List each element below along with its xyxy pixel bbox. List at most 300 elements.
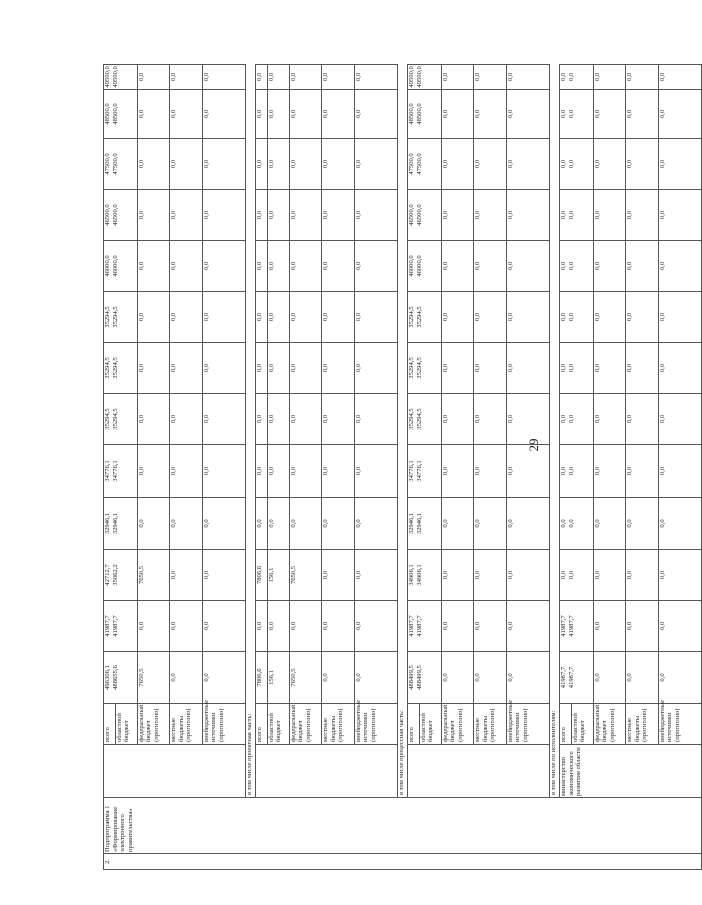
funding-source: всего [560, 704, 572, 745]
value-line: 0,0 [506, 673, 514, 682]
executor-blank [256, 745, 398, 798]
value-line: 0,0 [474, 466, 481, 476]
funding-source: местные бюджеты (прогнозно) [626, 704, 659, 745]
value-cell [322, 498, 355, 550]
value-cell [289, 64, 322, 89]
value-line: 0,0 [256, 621, 263, 631]
value-line: 0,0 [170, 519, 177, 528]
value-line: 0,0 [593, 466, 601, 476]
value-cell [267, 445, 289, 498]
value-line: 0,0 [560, 312, 567, 322]
value-line: 7650,5 [137, 565, 145, 585]
value-line: 0,0 [474, 210, 481, 220]
value-line: 0,0 [560, 159, 567, 169]
value-line: 0,0 [354, 312, 362, 322]
value-line: 0,0 [441, 621, 449, 631]
value-line: 0,0 [506, 519, 514, 528]
value-cell [441, 445, 474, 498]
value-line: 0,0 [593, 261, 601, 271]
value-cell [658, 90, 701, 139]
value-cell [104, 550, 138, 601]
value-line: 0,0 [170, 673, 177, 682]
funding-source: федеральный бюджет (прогнозно) [441, 704, 474, 745]
value-line: 0,0 [322, 466, 329, 476]
funding-source: всего [408, 704, 420, 745]
value-line: 47500,0 [415, 153, 423, 175]
funding-source: всего [104, 704, 116, 745]
value-line: 0,0 [441, 519, 449, 528]
value-line: 35294,5 [408, 357, 415, 379]
value-line: 0,0 [593, 621, 601, 631]
value-line: 0,0 [354, 363, 362, 373]
value-cell [267, 394, 289, 445]
value-line: 35294,5 [104, 306, 111, 328]
value-cell [441, 292, 474, 343]
value-line: 0,0 [202, 261, 210, 271]
value-cell [354, 498, 397, 550]
value-line: 0,0 [137, 72, 145, 81]
value-cell [170, 190, 203, 241]
section-header-row [245, 39, 256, 870]
value-line: 0,0 [322, 261, 329, 271]
value-line: 0,0 [267, 466, 275, 476]
value-cell [137, 343, 170, 394]
value-line: 0,0 [137, 621, 145, 631]
funding-source: всего [256, 704, 268, 745]
value-cell [408, 343, 442, 394]
value-cell [408, 601, 442, 652]
value-line: 35062,2 [111, 564, 119, 586]
value-line: 0,0 [474, 72, 481, 81]
value-line: 46000,0 [104, 255, 111, 277]
value-line: 35294,5 [111, 357, 119, 379]
value-cell [170, 394, 203, 445]
value-line: 0,0 [560, 261, 567, 271]
value-line: 0,0 [474, 570, 481, 580]
value-cell [202, 343, 245, 394]
value-cell [289, 241, 322, 292]
value-cell [137, 498, 170, 550]
value-line: 0,0 [354, 519, 362, 528]
value-cell [560, 445, 594, 498]
value-cell [322, 550, 355, 601]
value-cell [593, 90, 626, 139]
value-line: 0,0 [441, 72, 449, 81]
value-cell [441, 550, 474, 601]
value-line: 0,0 [256, 312, 263, 322]
value-cell [137, 90, 170, 139]
value-line: 0,0 [506, 109, 514, 119]
funding-source: федеральный бюджет (прогнозно) [593, 704, 626, 745]
value-cell [289, 343, 322, 394]
value-cell [267, 343, 289, 394]
value-cell [256, 343, 268, 394]
value-line: 35294,5 [111, 408, 119, 430]
value-cell [354, 343, 397, 394]
value-line: 0,0 [202, 466, 210, 476]
value-line: 48500,0 [104, 103, 111, 125]
value-cell [626, 64, 659, 89]
value-line: 0,0 [506, 466, 514, 476]
section-header: в том числе процессная часть: [397, 90, 408, 798]
value-line: 0,0 [322, 159, 329, 169]
value-line: 0,0 [474, 673, 481, 682]
value-cell [137, 139, 170, 190]
value-line: 0,0 [441, 414, 449, 424]
value-cell [256, 498, 268, 550]
value-cell [104, 343, 138, 394]
value-line: 0,0 [593, 673, 601, 682]
value-line: 47500,0 [111, 153, 119, 175]
table-row [256, 39, 268, 870]
value-cell [441, 64, 474, 89]
value-line: 0,0 [567, 466, 575, 476]
value-cell [202, 498, 245, 550]
funding-source: внебюджетные источники (прогнозно) [354, 704, 397, 745]
value-cell [474, 498, 507, 550]
value-cell [560, 343, 594, 394]
value-cell [289, 190, 322, 241]
value-cell [202, 190, 245, 241]
value-cell [441, 498, 474, 550]
value-cell [137, 601, 170, 652]
value-cell [408, 550, 442, 601]
value-line: 41987,7 [560, 615, 567, 637]
value-line: 46500,0 [408, 204, 415, 226]
value-line: 0,0 [560, 466, 567, 476]
value-cell [104, 652, 138, 704]
value-cell [474, 139, 507, 190]
value-cell [593, 550, 626, 601]
value-cell [202, 241, 245, 292]
value-line: 41987,7 [567, 666, 575, 689]
value-cell [354, 241, 397, 292]
value-line: 0,0 [658, 109, 666, 119]
value-cell [256, 550, 268, 601]
value-line: 0,0 [506, 312, 514, 322]
value-line: 0,0 [322, 673, 329, 682]
value-cell [170, 445, 203, 498]
value-line: 34776,1 [104, 460, 111, 482]
value-line: 46500,0 [415, 204, 423, 226]
value-line: 0,0 [560, 363, 567, 373]
value-line: 0,0 [256, 466, 263, 476]
value-cell [267, 190, 289, 241]
value-cell [626, 550, 659, 601]
value-line: 0,0 [560, 414, 567, 424]
value-line: 0,0 [354, 210, 362, 220]
value-line: 41987,7 [408, 615, 415, 637]
value-cell [354, 601, 397, 652]
value-line: 0,0 [289, 466, 297, 476]
value-line: 488499,5 [415, 665, 423, 690]
value-cell [626, 90, 659, 139]
value-line: 0,0 [658, 519, 666, 528]
value-cell [441, 190, 474, 241]
value-line: 0,0 [256, 159, 263, 169]
value-cell [474, 241, 507, 292]
value-line: 7806,6 [256, 565, 263, 585]
value-line: 41987,7 [111, 615, 119, 637]
value-line: 0,0 [202, 210, 210, 220]
value-cell [593, 445, 626, 498]
value-line: 0,0 [289, 159, 297, 169]
value-cell [256, 64, 268, 89]
value-line: 41987,7 [567, 615, 575, 637]
value-line: 0,0 [256, 109, 263, 119]
value-cell [560, 394, 594, 445]
value-cell [202, 394, 245, 445]
value-cell [658, 241, 701, 292]
value-line: 488499,5 [408, 665, 415, 690]
value-cell [256, 394, 268, 445]
value-line: 34906,1 [408, 564, 415, 586]
value-line: 0,0 [593, 519, 601, 528]
value-line: 0,0 [202, 621, 210, 631]
value-line: 32946,1 [415, 512, 423, 535]
value-cell [474, 394, 507, 445]
value-cell [658, 190, 701, 241]
value-cell [593, 498, 626, 550]
value-cell [256, 139, 268, 190]
value-line: 0,0 [354, 261, 362, 271]
value-line: 0,0 [322, 519, 329, 528]
value-line: 46500,0 [104, 204, 111, 226]
value-line: 0,0 [593, 210, 601, 220]
value-cell [408, 139, 442, 190]
value-line: 7650,5 [289, 668, 297, 687]
value-cell [170, 652, 203, 704]
value-cell [267, 241, 289, 292]
value-cell [506, 394, 549, 445]
funding-source: местные бюджеты (прогнозно) [474, 704, 507, 745]
value-line: 0,0 [474, 312, 481, 322]
value-cell [506, 64, 549, 89]
value-line: 46000,0 [111, 255, 119, 277]
value-line: 0,0 [170, 466, 177, 476]
value-line: 35294,5 [104, 357, 111, 379]
value-line: 0,0 [354, 673, 362, 682]
value-cell [593, 64, 626, 89]
value-line: 35294,5 [408, 408, 415, 430]
value-line: 49500,0 [408, 66, 415, 88]
funding-source: областной бюджет [115, 704, 137, 745]
value-line: 0,0 [567, 72, 575, 81]
funding-source: федеральный бюджет (прогнозно) [137, 704, 170, 745]
value-cell [202, 601, 245, 652]
value-line: 0,0 [567, 312, 575, 322]
value-cell [626, 139, 659, 190]
value-cell [408, 241, 442, 292]
value-line: 41987,7 [104, 615, 111, 637]
value-cell [322, 241, 355, 292]
value-line: 0,0 [202, 570, 210, 580]
section-header-row [397, 39, 408, 870]
value-cell [593, 343, 626, 394]
value-cell [104, 445, 138, 498]
value-cell [441, 139, 474, 190]
value-cell [593, 241, 626, 292]
value-line: 0,0 [560, 210, 567, 220]
value-cell [626, 394, 659, 445]
value-cell [626, 445, 659, 498]
value-line: 0,0 [567, 363, 575, 373]
value-line: 0,0 [626, 261, 633, 271]
value-cell [137, 190, 170, 241]
value-line: 0,0 [658, 414, 666, 424]
value-line: 34776,1 [408, 460, 415, 482]
value-cell [289, 550, 322, 601]
value-cell [267, 652, 289, 704]
value-cell [354, 90, 397, 139]
value-cell [408, 190, 442, 241]
value-line: 0,0 [626, 466, 633, 476]
value-cell [322, 343, 355, 394]
value-cell [170, 292, 203, 343]
value-line: 0,0 [658, 72, 666, 81]
value-cell [506, 343, 549, 394]
value-line: 0,0 [289, 519, 297, 528]
value-line: 0,0 [322, 72, 329, 81]
funding-source: местные бюджеты (прогнозно) [170, 704, 203, 745]
value-cell [626, 601, 659, 652]
value-cell [170, 139, 203, 190]
value-cell [322, 64, 355, 89]
value-cell [593, 394, 626, 445]
value-line: 156,1 [267, 670, 275, 685]
value-cell [658, 498, 701, 550]
value-line: 0,0 [506, 72, 514, 81]
value-line: 0,0 [289, 210, 297, 220]
funding-source: внебюджетные источники (прогнозно) [506, 704, 549, 745]
value-line: 35294,5 [415, 306, 423, 328]
value-cell [560, 64, 594, 89]
value-cell [322, 90, 355, 139]
value-line: 0,0 [137, 363, 145, 373]
value-line: 0,0 [506, 570, 514, 580]
value-cell [322, 445, 355, 498]
value-line: 0,0 [354, 109, 362, 119]
value-line: 0,0 [567, 210, 575, 220]
value-cell [593, 292, 626, 343]
value-line: 0,0 [267, 312, 275, 322]
value-cell [354, 139, 397, 190]
value-line: 0,0 [506, 210, 514, 220]
value-cell [474, 343, 507, 394]
funding-source: областной бюджет [419, 704, 441, 745]
value-line: 0,0 [593, 159, 601, 169]
value-line: 0,0 [658, 363, 666, 373]
value-line: 0,0 [322, 210, 329, 220]
value-cell [593, 652, 626, 704]
value-cell [289, 498, 322, 550]
value-cell [474, 601, 507, 652]
value-cell [289, 601, 322, 652]
value-line: 0,0 [506, 621, 514, 631]
value-cell [202, 64, 245, 89]
value-cell [506, 652, 549, 704]
value-cell [202, 90, 245, 139]
value-line: 0,0 [474, 363, 481, 373]
value-cell [658, 292, 701, 343]
value-line: 0,0 [593, 72, 601, 81]
value-cell [267, 550, 289, 601]
value-line: 49500,0 [104, 66, 111, 88]
value-cell [441, 394, 474, 445]
value-line: 156,1 [267, 567, 275, 583]
value-line: 0,0 [170, 570, 177, 580]
value-line: 0,0 [267, 109, 275, 119]
value-line: 0,0 [289, 363, 297, 373]
value-line: 0,0 [658, 570, 666, 580]
rotated-table-page [103, 39, 681, 870]
value-cell [506, 241, 549, 292]
funding-source: областной бюджет [267, 704, 289, 745]
value-line: 0,0 [626, 570, 633, 580]
value-cell [560, 652, 594, 704]
value-line: 0,0 [560, 570, 567, 580]
value-cell [267, 64, 289, 89]
value-cell [256, 652, 268, 704]
value-line: 0,0 [256, 414, 263, 424]
value-line: 0,0 [289, 414, 297, 424]
value-line: 47500,0 [408, 153, 415, 175]
value-cell [506, 601, 549, 652]
funding-source: внебюджетные источники (прогнозно) [658, 704, 701, 745]
value-cell [658, 139, 701, 190]
value-cell [289, 139, 322, 190]
value-cell [408, 445, 442, 498]
value-line: 0,0 [658, 673, 666, 682]
value-line: 0,0 [322, 312, 329, 322]
section-header: в том числе проектная часть: [245, 90, 256, 798]
value-cell [289, 394, 322, 445]
value-line: 7806,6 [256, 668, 263, 687]
executor-name: министерство экономического развития области [560, 745, 702, 798]
value-cell [354, 292, 397, 343]
value-cell [256, 445, 268, 498]
value-cell [104, 394, 138, 445]
value-line: 0,0 [354, 466, 362, 476]
row-number: 2. [104, 854, 702, 870]
section-header-row [549, 39, 560, 870]
value-line: 0,0 [593, 363, 601, 373]
value-line: 0,0 [593, 414, 601, 424]
value-line: 0,0 [567, 261, 575, 271]
value-line: 0,0 [474, 109, 481, 119]
value-cell [506, 445, 549, 498]
value-cell [202, 652, 245, 704]
value-line: 0,0 [202, 363, 210, 373]
value-cell [202, 550, 245, 601]
value-line: 35294,5 [408, 306, 415, 328]
value-line: 0,0 [441, 261, 449, 271]
value-cell [441, 652, 474, 704]
value-cell [626, 292, 659, 343]
value-cell [137, 550, 170, 601]
value-line: 0,0 [567, 159, 575, 169]
value-cell [626, 498, 659, 550]
value-line: 0,0 [658, 261, 666, 271]
value-cell [322, 190, 355, 241]
value-line: 0,0 [474, 261, 481, 271]
value-cell [256, 292, 268, 343]
value-line: 0,0 [202, 673, 210, 682]
funding-source: местные бюджеты (прогнозно) [322, 704, 355, 745]
value-cell [267, 139, 289, 190]
value-cell [658, 394, 701, 445]
value-line: 0,0 [289, 261, 297, 271]
